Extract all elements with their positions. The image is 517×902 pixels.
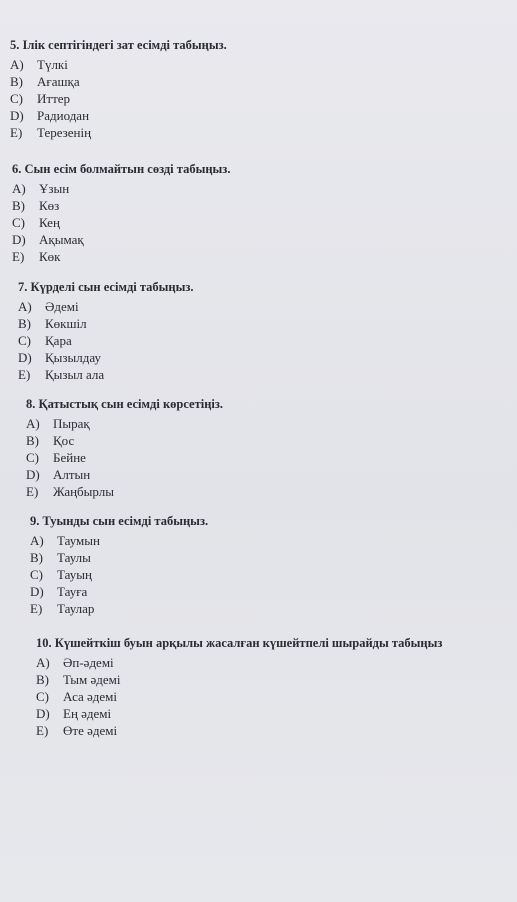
- question-10: [36, 636, 442, 739]
- question-10-title: 10. Күшейткіш буын арқылы жасалған күшейтпелі шырайды табыңыз: [36, 636, 443, 650]
- option-a: A) Пырақ: [26, 416, 90, 431]
- option-b: B) Қос: [26, 433, 75, 448]
- option-c: C) Қара: [18, 333, 72, 348]
- option-c: C) Тауың: [30, 567, 92, 582]
- option-d: D) Тауға: [30, 584, 88, 599]
- option-b: B) Тым әдемі: [36, 672, 121, 687]
- option-a: A) Әдемі: [18, 299, 79, 314]
- question-6: [12, 162, 230, 265]
- question-5: [10, 38, 227, 141]
- option-d: D) Алтын: [26, 467, 91, 482]
- option-e: E) Жаңбырлы: [26, 484, 114, 499]
- option-d: D) Ақымақ: [12, 232, 84, 247]
- question-8: [26, 397, 223, 500]
- option-a: A) Ұзын: [12, 181, 70, 196]
- option-b: B) Көкшіл: [18, 316, 87, 331]
- option-a: A) Таумын: [30, 533, 100, 548]
- option-c: C) Бейне: [26, 450, 86, 465]
- option-e: E) Өте әдемі: [36, 723, 118, 738]
- option-c: C) Иттер: [10, 91, 71, 106]
- question-7: [18, 280, 194, 383]
- option-b: B) Таулы: [30, 550, 91, 565]
- option-a: A) Әп-әдемі: [36, 655, 114, 670]
- option-b: B) Ағашқа: [10, 74, 80, 89]
- option-a: A) Түлкі: [10, 57, 68, 72]
- question-7-title: 7. Күрделі сын есімді табыңыз.: [18, 280, 194, 294]
- option-e: E) Таулар: [30, 601, 95, 616]
- question-5-title: 5. Ілік септігіндегі зат есімді табыңыз.: [10, 38, 227, 52]
- option-d: D) Ең әдемі: [36, 706, 112, 721]
- question-8-title: 8. Қатыстық сын есімді көрсетіңіз.: [26, 397, 224, 411]
- option-d: D) Радиодан: [10, 108, 90, 123]
- option-e: E) Терезенің: [10, 125, 92, 140]
- option-d: D) Қызылдау: [18, 350, 101, 365]
- option-c: C) Кең: [12, 215, 60, 230]
- question-6-title: 6. Сын есім болмайтын сөзді табыңыз.: [12, 162, 231, 176]
- option-c: C) Аса әдемі: [36, 689, 118, 704]
- question-9: [30, 514, 208, 617]
- option-e: E) Көк: [12, 249, 61, 264]
- question-9-title: 9. Туынды сын есімді табыңыз.: [30, 514, 209, 528]
- option-b: B) Көз: [12, 198, 60, 213]
- option-e: E) Қызыл ала: [18, 367, 105, 382]
